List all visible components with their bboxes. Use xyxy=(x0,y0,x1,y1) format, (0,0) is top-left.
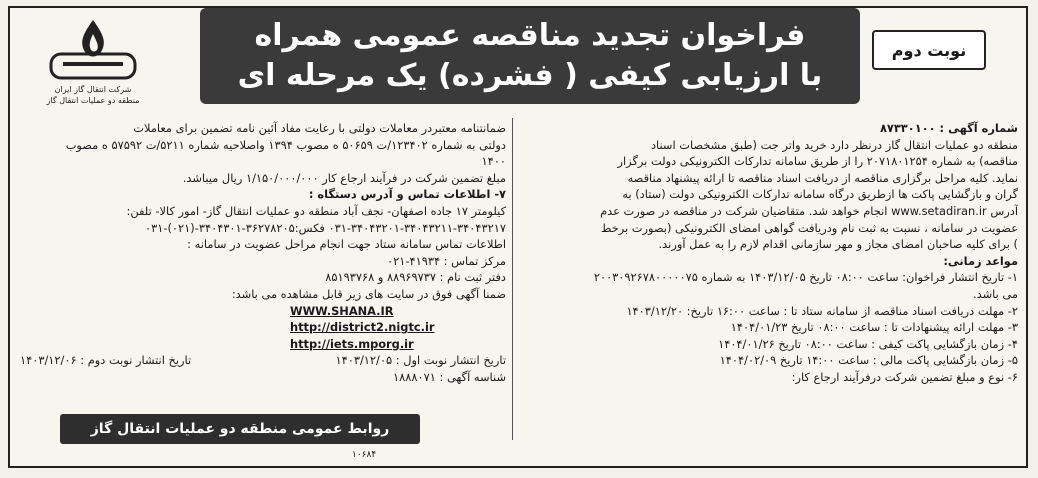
body-line: عضویت در سامانه ، نسبت به ثبت نام ودریافت گواهی امضای الکترونیکی (بصورت برخط xyxy=(600,220,1018,235)
deadline-item: می باشد. xyxy=(972,286,1018,301)
address-line: کیلومتر ۱۷ جاده اصفهان- نجف آباد منطقه دو عملیات انتقال گاز- امور کالا- تلفن: xyxy=(126,203,506,218)
body-line: نماید. کلیه مراحل برگزاری مناقصه از دریافت اسناد مناقصه تا ارائه پیشنهاد مناقصه xyxy=(627,170,1018,185)
body-line: گران و بازگشایی پاکت ها ازطریق درگاه سامانه تدارکات الکترونیکی دولت (ستاد) به xyxy=(622,187,1018,202)
body-line: ) برای کلیه صاحبان امضای مجاز و مهر سازمانی اقدام لازم را به عمل آورند. xyxy=(658,237,1018,252)
publish-dates-row xyxy=(20,352,506,369)
deadline-item: ۳- مهلت ارائه پیشنهادات تا : ساعت ۰۸:۰۰ تاریخ ۱۴۰۴/۰۱/۲۳ xyxy=(730,320,1018,335)
website-link-iets[interactable]: http://iets.mporg.ir xyxy=(290,336,414,351)
ad-title-banner xyxy=(200,8,860,104)
column-divider xyxy=(512,118,513,440)
deadline-item: ۴- زمان بازگشایی پاکت کیفی : ساعت ۰۸:۰۰ تاریخ ۱۴۰۴/۰۱/۲۶ xyxy=(718,336,1018,351)
body-line: مناقصه) به شماره ۲۰۷۱۸۰۱۲۵۴ را از طریق سامانه تدارکات الکترونیکی دولت برگزار xyxy=(617,154,1018,169)
body-line: ضمانتنامه معتبردر معاملات دولتی با رعایت مفاد آئین نامه تضمین برای معاملات xyxy=(133,121,506,135)
first-publish-date: تاریخ انتشار نوبت اول : ۱۴۰۳/۱۲/۰۵ xyxy=(335,353,506,368)
body-line: منطقه دو عملیات انتقال گاز درنظر دارد خرید واتر جت (طبق مشخصات اسناد xyxy=(650,137,1018,152)
ad-code: ۱۰۶۸۴ xyxy=(352,450,377,460)
deadline-item: ۵- زمان بازگشایی پاکت مالی : ساعت ۱۴:۰۰ تاریخ ۱۴۰۴/۰۲/۰۹ xyxy=(719,353,1018,368)
footer-organization: روابط عمومی منطقه دو عملیات انتقال گاز xyxy=(60,414,420,444)
phone-line: ۰۳۱-۳۴۰۴۳۲۰۱-۳۴۰۴۳۲۱۱-۳۴۰۴۳۲۱۷ فکس:۳۶۲۷۸۲۰۵-۳۴۰۴۳۰۱-(۰۲۱)-۰۳۱ xyxy=(145,220,506,235)
round-badge: نوبت دوم xyxy=(872,30,986,70)
guarantee-amount: مبلغ تضمین شرکت در فرآیند ارجاع کار ۱/۱۵۰/۰۰۰/۰۰۰ ریال میباشد. xyxy=(182,170,506,185)
setad-contact-heading: اطلاعات تماس سامانه ستاد جهت انجام مراحل عضویت در سامانه : xyxy=(187,237,506,252)
contact-heading: ۷- اطلاعات تماس و آدرس دستگاه : xyxy=(308,187,506,202)
deadlines-heading: مواعد زمانی: xyxy=(943,253,1018,268)
left-column xyxy=(20,120,506,386)
websites-intro: ضمنا آگهی فوق در سایت های زیر قابل مشاهده می باشد: xyxy=(231,286,506,301)
website-link-shana[interactable]: WWW.SHANA.IR xyxy=(290,303,394,318)
ad-number: شماره آگهی : ۸۷۳۳۰۱۰۰ xyxy=(879,121,1018,135)
call-center: مرکز تماس : ۴۱۹۳۴-۰۲۱ xyxy=(386,253,506,268)
second-publish-date: تاریخ انتشار نوبت دوم : ۱۴۰۳/۱۲/۰۶ xyxy=(20,353,192,368)
body-line: ۱۴۰۰ xyxy=(481,154,506,169)
gas-flame-logo-icon xyxy=(43,14,143,84)
body-line-setad-address: آدرس www.setadiran.ir انجام خواهد شد. متقاضیان شرکت در مناقصه در صورت عدم xyxy=(600,203,1018,218)
website-link-district2[interactable]: http://district2.nigtc.ir xyxy=(290,320,435,335)
company-logo xyxy=(28,14,158,118)
logo-caption-1: شرکت انتقال گاز ایران xyxy=(54,85,132,94)
title-line-2: با ارزیابی کیفی ( فشرده) یک مرحله ای xyxy=(237,58,823,93)
deadline-item: ۶- نوع و مبلغ تضمین شرکت درفرآیند ارجاع کار: xyxy=(791,369,1018,384)
deadline-item: ۱- تاریخ انتشار فراخوان: ساعت ۰۸:۰۰ تاریخ ۱۴۰۳/۱۲/۰۵ به شماره ۲۰۰۳۰۹۲۶۷۸۰۰۰۰۰۷۵ xyxy=(593,270,1018,285)
right-column xyxy=(520,120,1018,386)
title-line-1: فراخوان تجدید مناقصه عمومی همراه xyxy=(254,18,806,53)
logo-caption-2: منطقه دو عملیات انتقال گاز xyxy=(46,96,140,105)
deadline-item: ۲- مهلت دریافت اسناد مناقصه از سامانه ستاد تا : ساعت ۱۶:۰۰ تاریخ: ۱۴۰۳/۱۲/۲۰ xyxy=(626,303,1018,318)
body-line: دولتی به شماره ۱۲۳۴۰۲/ت ۵۰۶۵۹ ه مصوب ۱۳۹۴ واصلاحیه شماره ۵۲۱۱/ت ۵۷۵۹۲ ه مصوب xyxy=(65,137,506,152)
ad-id: شناسه آگهی : ۱۸۸۸۰۷۱ xyxy=(393,369,506,384)
registration-office: دفتر ثبت نام : ۸۸۹۶۹۷۳۷ و ۸۵۱۹۳۷۶۸ xyxy=(325,270,506,285)
